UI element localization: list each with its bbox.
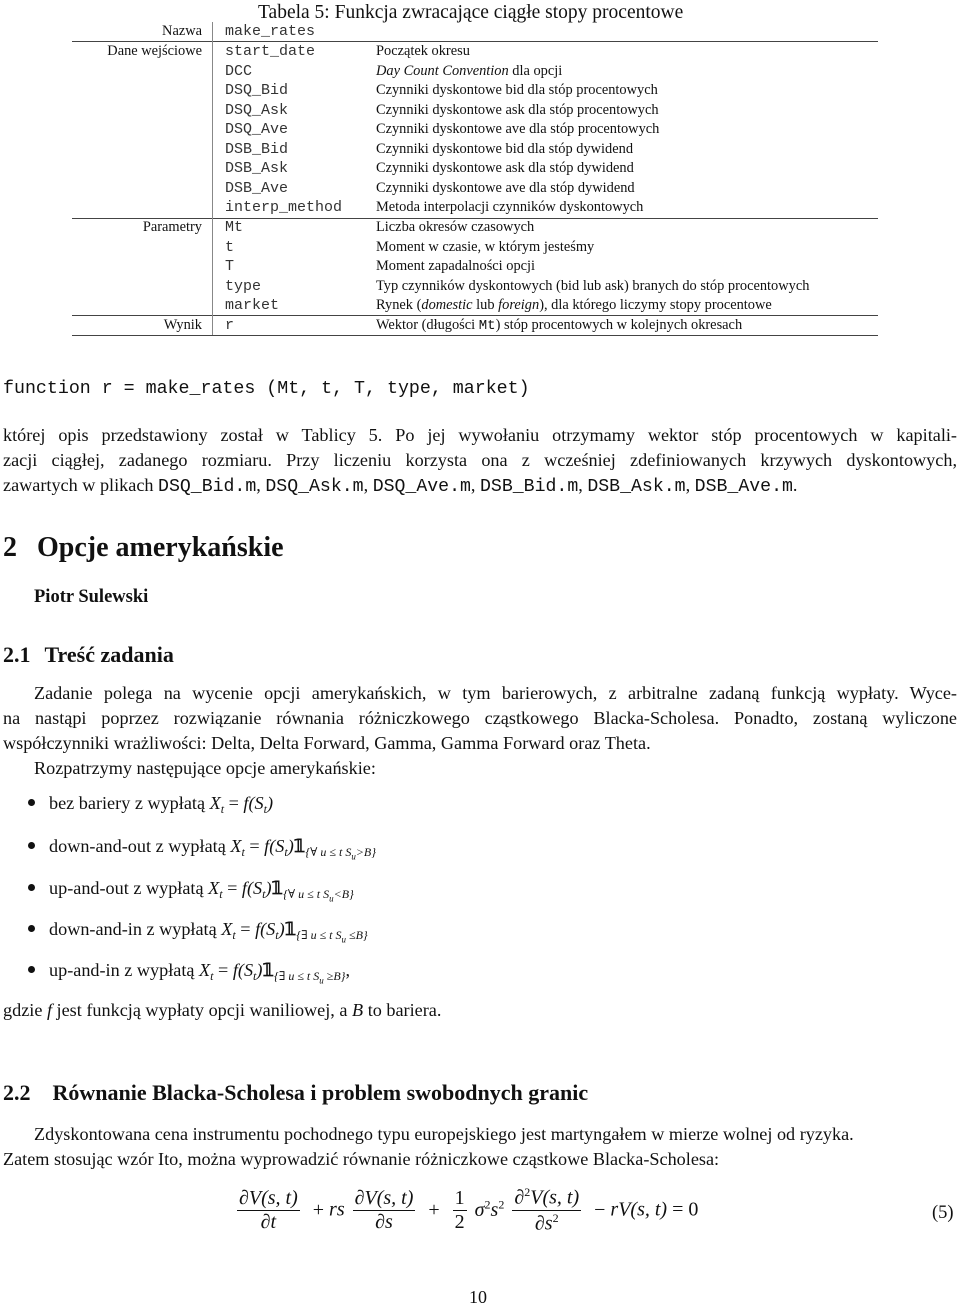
subsection-heading	[3, 1080, 588, 1106]
table-cell-name: DSB_Bid	[225, 140, 289, 158]
table-cell-category: Parametry	[142, 219, 202, 235]
table-cell-desc: Początek okresu	[376, 43, 470, 59]
bullet-icon	[28, 925, 35, 932]
table-column-divider	[212, 22, 213, 335]
table-cell-category: Wynik	[163, 316, 202, 333]
subsection-heading	[3, 642, 174, 668]
table-row	[72, 159, 878, 179]
table-cell-desc: Czynniki dyskontowe ave dla stóp dywidend	[376, 179, 635, 196]
list-item	[28, 960, 350, 985]
list-item	[28, 919, 368, 944]
paragraph-line: Rozpatrzymy następujące opcje amerykańskie:	[34, 758, 376, 778]
table-cell-name: DCC	[225, 62, 253, 80]
table-cell-category: Nazwa	[162, 23, 202, 39]
list-item-label: down-and-out z wypłatą	[49, 836, 226, 856]
table-cell-desc: Czynniki dyskontowe ask dla stóp procentowych	[376, 101, 659, 118]
table-cell-desc: Day Count Convention dla opcji	[376, 62, 563, 79]
table-row	[72, 120, 878, 140]
table-cell-desc: Typ czynników dyskontowych (bid lub ask) branych do stóp procentowych	[376, 277, 810, 294]
list-item	[28, 878, 354, 903]
fraction: $\frac{\partial V(s, t)}{\partial t}$	[239, 1186, 298, 1233]
paragraph-make-rates	[3, 423, 957, 500]
fraction: $\frac{\partial V(s, t)}{\partial s}$	[354, 1186, 414, 1233]
fraction: $\frac{\partial^2V(s, t)}{\partial s^2}$	[514, 1185, 580, 1235]
subsection-title: Równanie Blacka-Scholesa i problem swobodnych granic	[52, 1080, 589, 1105]
table-cell-name: make_rates	[225, 23, 316, 40]
table-cell-name: r	[225, 316, 235, 334]
table-cell-desc: Liczba okresów czasowych	[376, 219, 535, 235]
table-cell-name: market	[225, 297, 280, 314]
paragraph-line: współczynniki wrażliwości: Delta, Delta Forward, Gamma, Gamma Forward oraz Theta.	[3, 733, 651, 753]
table-cell-desc: Wektor (długości Mt) stóp procentowych w kolejnych okresach	[376, 316, 743, 334]
paragraph-line: Zatem stosując wzór Ito, można wyprowadzić równanie różniczkowe cząstkowe Blacka-Scholesa:	[3, 1149, 720, 1169]
table-cell-desc: Moment zapadalności opcji	[376, 258, 536, 274]
file-name: DSB_Ask.m	[587, 477, 686, 497]
list-item	[28, 793, 273, 817]
table-row	[72, 22, 878, 42]
code-signature: function r = make_rates (Mt, t, T, type, market)	[3, 379, 530, 399]
list-item-label: up-and-in z wypłatą	[49, 960, 195, 980]
files-intro: zawartych w plikach	[3, 475, 154, 495]
section-number: 2	[3, 532, 17, 563]
table-row	[72, 62, 878, 82]
paragraph-line: zawartych w plikach DSQ_Bid.m, DSQ_Ask.m, DSQ_Ave.m, DSB_Bid.m, DSB_Ask.m, DSB_Ave.m.	[3, 475, 798, 497]
table-row	[72, 316, 878, 336]
table-row	[72, 179, 878, 199]
table-cell-name: Mt	[225, 219, 244, 236]
table-cell-name: DSB_Ask	[225, 160, 289, 177]
table-cell-name: DSB_Ave	[225, 179, 289, 197]
list-item-label: down-and-in z wypłatą	[49, 919, 217, 939]
table-cell-name: start_date	[225, 43, 316, 60]
table-cell-name: DSQ_Ave	[225, 121, 289, 138]
table-cell-name: type	[225, 277, 262, 295]
file-name: DSQ_Ave.m	[372, 477, 471, 497]
paragraph-line: Zdyskontowana cena instrumentu pochodnego typu europejskiego jest martyngałem w mierze wolnej od ryzyka.	[34, 1124, 854, 1144]
table-cell-desc: Czynniki dyskontowe ask dla stóp dywidend	[376, 160, 634, 176]
table-cell-name: t	[225, 238, 235, 256]
file-name: DSQ_Ask.m	[265, 477, 364, 497]
table-cell-desc: Czynniki dyskontowe bid dla stóp procentowych	[376, 82, 658, 98]
page-number: 10	[469, 1287, 487, 1307]
table-cell-desc: Moment w czasie, w którym jesteśmy	[376, 238, 595, 255]
table-caption: Tabela 5: Funkcja zwracające ciągłe stopy procentowe	[258, 2, 684, 23]
bullet-icon	[28, 966, 35, 973]
list-item-label: up-and-out z wypłatą	[49, 878, 204, 898]
paragraph-line: której opis przedstawiony został w Tablicy 5. Po jej wywołaniu otrzymamy wektor stóp procentowych w kapitali-	[3, 425, 957, 445]
table-row	[72, 277, 878, 297]
table-cell-desc: Metoda interpolacji czynników dyskontowych	[376, 199, 644, 215]
payoff-formula: $X_t$ = $f(S_t)𝟙_{\{\forall u \le t S_u>B\}}$	[230, 836, 377, 862]
section-author: Piotr Sulewski	[34, 587, 149, 607]
equation-number: (5)	[932, 1203, 954, 1223]
section-title: Opcje amerykańskie	[37, 532, 284, 563]
table-cell-desc: Czynniki dyskontowe bid dla stóp dywidend	[376, 140, 634, 157]
table-cell-name: interp_method	[225, 199, 343, 216]
file-name: DSB_Bid.m	[480, 477, 579, 497]
section-heading	[3, 532, 284, 564]
fraction: $\frac{1}{2}$	[454, 1186, 465, 1233]
bullet-icon	[28, 842, 35, 849]
payoff-formula: $X_t$ = $f(S_t)𝟙_{\{\exists u \le t S_u \le B\}}$	[221, 919, 368, 945]
paragraph-task	[3, 681, 957, 781]
table-row	[72, 140, 878, 160]
bullet-icon	[28, 884, 35, 891]
paragraph-barrier-note: gdzie f jest funkcją wypłaty opcji waniliowej, a B to bariera.	[3, 1000, 442, 1020]
table-rule	[72, 335, 878, 336]
black-scholes-equation: $\frac{\partial V(s, t)}{\partial t}$ + rs $\frac{\partial V(s, t)}{\partial s}$ + $\frac{1}{2}$ $\sigma^2s^2$ $\frac{\partial^2V(s, t)}{\partial s^2}$ − rV(s, t) = 0	[239, 1185, 699, 1235]
table-row	[72, 296, 878, 316]
table-row	[72, 198, 878, 218]
subsection-number: 2.2	[3, 1080, 31, 1105]
table-row	[72, 101, 878, 121]
paragraph-black-scholes	[3, 1122, 957, 1172]
bullet-icon	[28, 799, 35, 806]
table-row	[72, 257, 878, 277]
table-cell-category: Dane wejściowe	[107, 43, 202, 59]
table-cell-desc: Rynek (domestic lub foreign), dla którego liczymy stopy procentowe	[376, 297, 772, 313]
list-item	[28, 836, 376, 861]
list-item-label: bez bariery z wypłatą	[49, 793, 206, 813]
payoff-formula: $X_t = f(S_t)$	[209, 793, 274, 816]
table-cell-desc: Czynniki dyskontowe ave dla stóp procentowych	[376, 121, 660, 137]
table-row	[72, 218, 878, 238]
payoff-formula: $X_t$ = $f(S_t)𝟙_{\{\forall u \le t S_u<B\}}$	[208, 878, 354, 904]
file-name: DSQ_Bid.m	[158, 477, 257, 497]
paragraph-line: zacji ciągłej, zadanego rozmiaru. Przy liczeniu korzysta ona z wcześniej zdefiniowanych krzywych dyskontowych,	[3, 450, 957, 470]
table-row	[72, 42, 878, 62]
payoff-formula: $X_t$ = $f(S_t)𝟙_{\{\exists u \le t S_u \ge B\}}$,	[199, 960, 351, 986]
paragraph-line: Zadanie polega na wycenie opcji amerykańskich, w tym barierowych, z arbitralne zadaną funkcją wypłaty. Wyce-	[34, 683, 957, 703]
subsection-title: Treść zadania	[44, 642, 174, 667]
subsection-number: 2.1	[3, 642, 31, 667]
table-row	[72, 238, 878, 258]
table-row	[72, 81, 878, 101]
file-name: DSB_Ave.m	[694, 477, 793, 497]
table-cell-name: T	[225, 258, 235, 275]
paragraph-line: na nastąpi poprzez rozwiązanie równania różniczkowego cząstkowego Blacka-Scholesa. Ponadto, zostaną wyliczone	[3, 708, 957, 728]
table-cell-name: DSQ_Bid	[225, 82, 289, 99]
table-cell-name: DSQ_Ask	[225, 101, 289, 119]
